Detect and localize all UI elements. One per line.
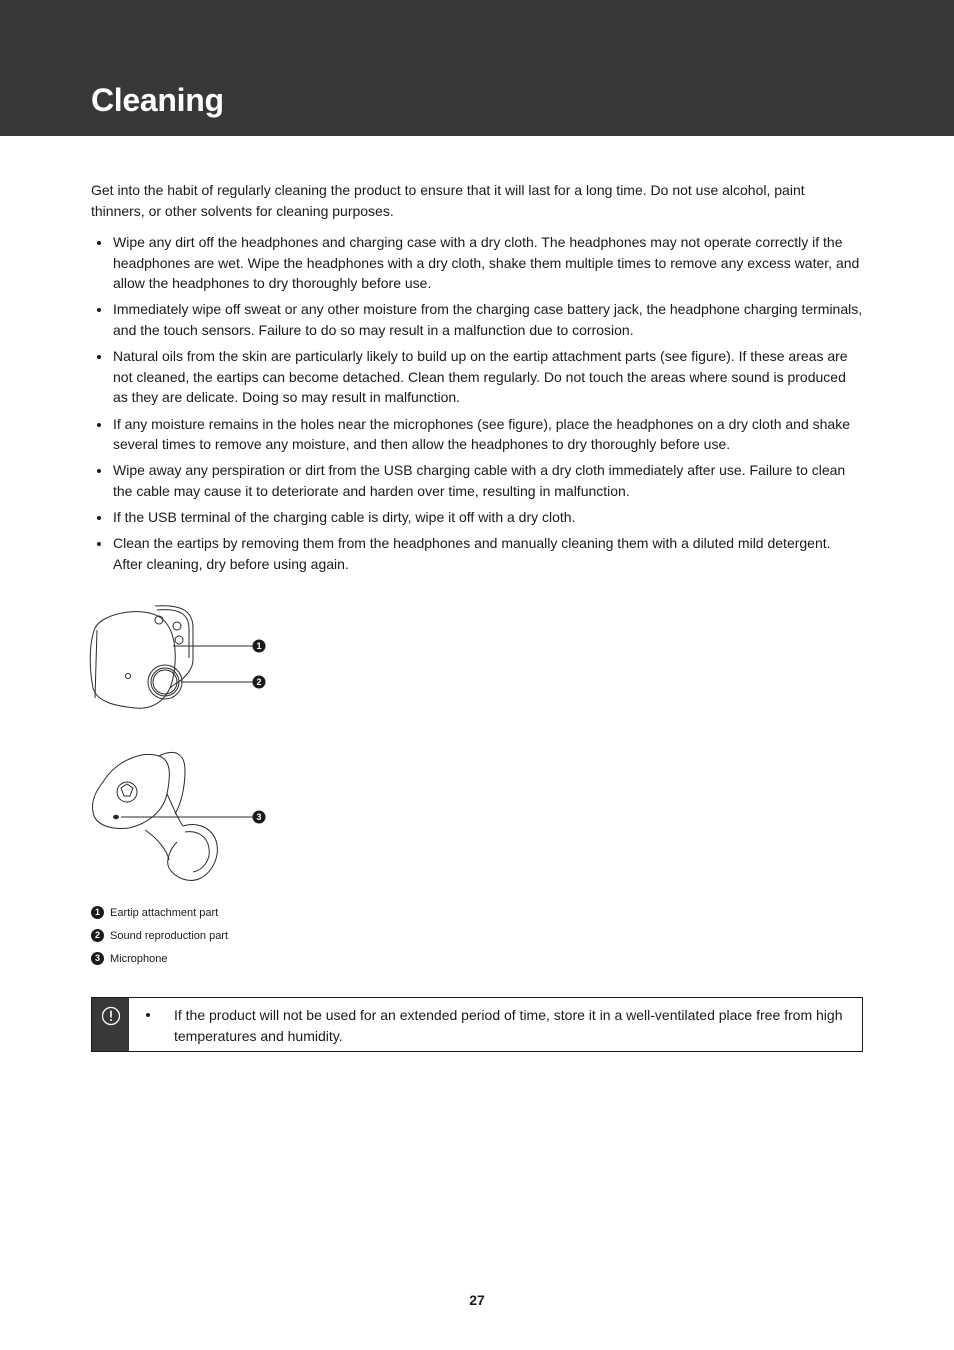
page-number: 27 bbox=[469, 1292, 485, 1308]
callout-3 bbox=[253, 811, 266, 824]
list-item: Immediately wipe off sweat or any other moisture from the charging case battery jack, the headphone charging terminals, and the touch sensors. Failure to do so may result in a malfunction due to corrosion. bbox=[91, 299, 863, 340]
list-item: If the USB terminal of the charging cable is dirty, wipe it off with a dry cloth. bbox=[91, 507, 863, 528]
figure-legend bbox=[91, 901, 391, 970]
callout-2 bbox=[253, 676, 266, 689]
headphone-figure bbox=[85, 598, 275, 888]
svg-text:1: 1 bbox=[256, 641, 262, 652]
list-item: If any moisture remains in the holes near the microphones (see figure), place the headphones on a dry cloth and shake several times to remove any moisture, and then allow the headphones to dry thoroughly before use. bbox=[91, 414, 863, 455]
caution-icon bbox=[101, 1006, 121, 1026]
page-title: Cleaning bbox=[91, 82, 224, 118]
legend-label: Eartip attachment part bbox=[110, 906, 219, 919]
legend-number: 2 bbox=[91, 929, 104, 942]
intro-paragraph: Get into the habit of regularly cleaning the product to ensure that it will last for a long time. Do not use alcohol, paint thinners, or other solvents for cleaning purposes. bbox=[91, 182, 805, 219]
list-item: Wipe away any perspiration or dirt from the USB charging cable with a dry cloth immediately after use. Failure to clean the cable may cause it to deteriorate and harden over time, resulting in malfunction. bbox=[91, 460, 863, 501]
legend-item-eartip bbox=[91, 901, 391, 924]
legend-number: 3 bbox=[91, 952, 104, 965]
legend-item-sound bbox=[91, 924, 391, 947]
legend-item-microphone bbox=[91, 947, 391, 970]
legend-label: Microphone bbox=[110, 952, 168, 965]
earpiece-rear-illustration bbox=[90, 606, 193, 709]
list-item: Wipe any dirt off the headphones and charging case with a dry cloth. The headphones may not operate correctly if the headphones are wet. Wipe the headphones with a dry cloth, shake them multiple times to remove any excess water, and allow the headphones to dry thoroughly before use. bbox=[91, 232, 863, 294]
earpiece-side-illustration bbox=[92, 752, 217, 880]
list-item: Natural oils from the skin are particularly likely to build up on the eartip attachment parts (see figure). If these areas are not cleaned, the eartips can become detached. Clean them regularly. Do not touch the areas where sound is produced as they are delicate. Doing so may result in malfunction. bbox=[91, 346, 863, 408]
svg-text:2: 2 bbox=[256, 677, 262, 688]
legend-label: Sound reproduction part bbox=[110, 929, 229, 942]
callout-1 bbox=[253, 640, 266, 653]
legend-number: 1 bbox=[91, 906, 104, 919]
cleaning-instructions-list bbox=[91, 232, 863, 580]
caution-icon-column bbox=[92, 998, 129, 1051]
list-item: Clean the eartips by removing them from the headphones and manually cleaning them with a diluted mild detergent. After cleaning, dry before using again. bbox=[91, 533, 863, 574]
caution-note bbox=[91, 997, 863, 1052]
caution-note-text: If the product will not be used for an extended period of time, store it in a well-ventilated place free from high temperatures and humidity. bbox=[129, 998, 862, 1051]
page-header bbox=[0, 0, 954, 136]
svg-text:3: 3 bbox=[256, 812, 262, 823]
